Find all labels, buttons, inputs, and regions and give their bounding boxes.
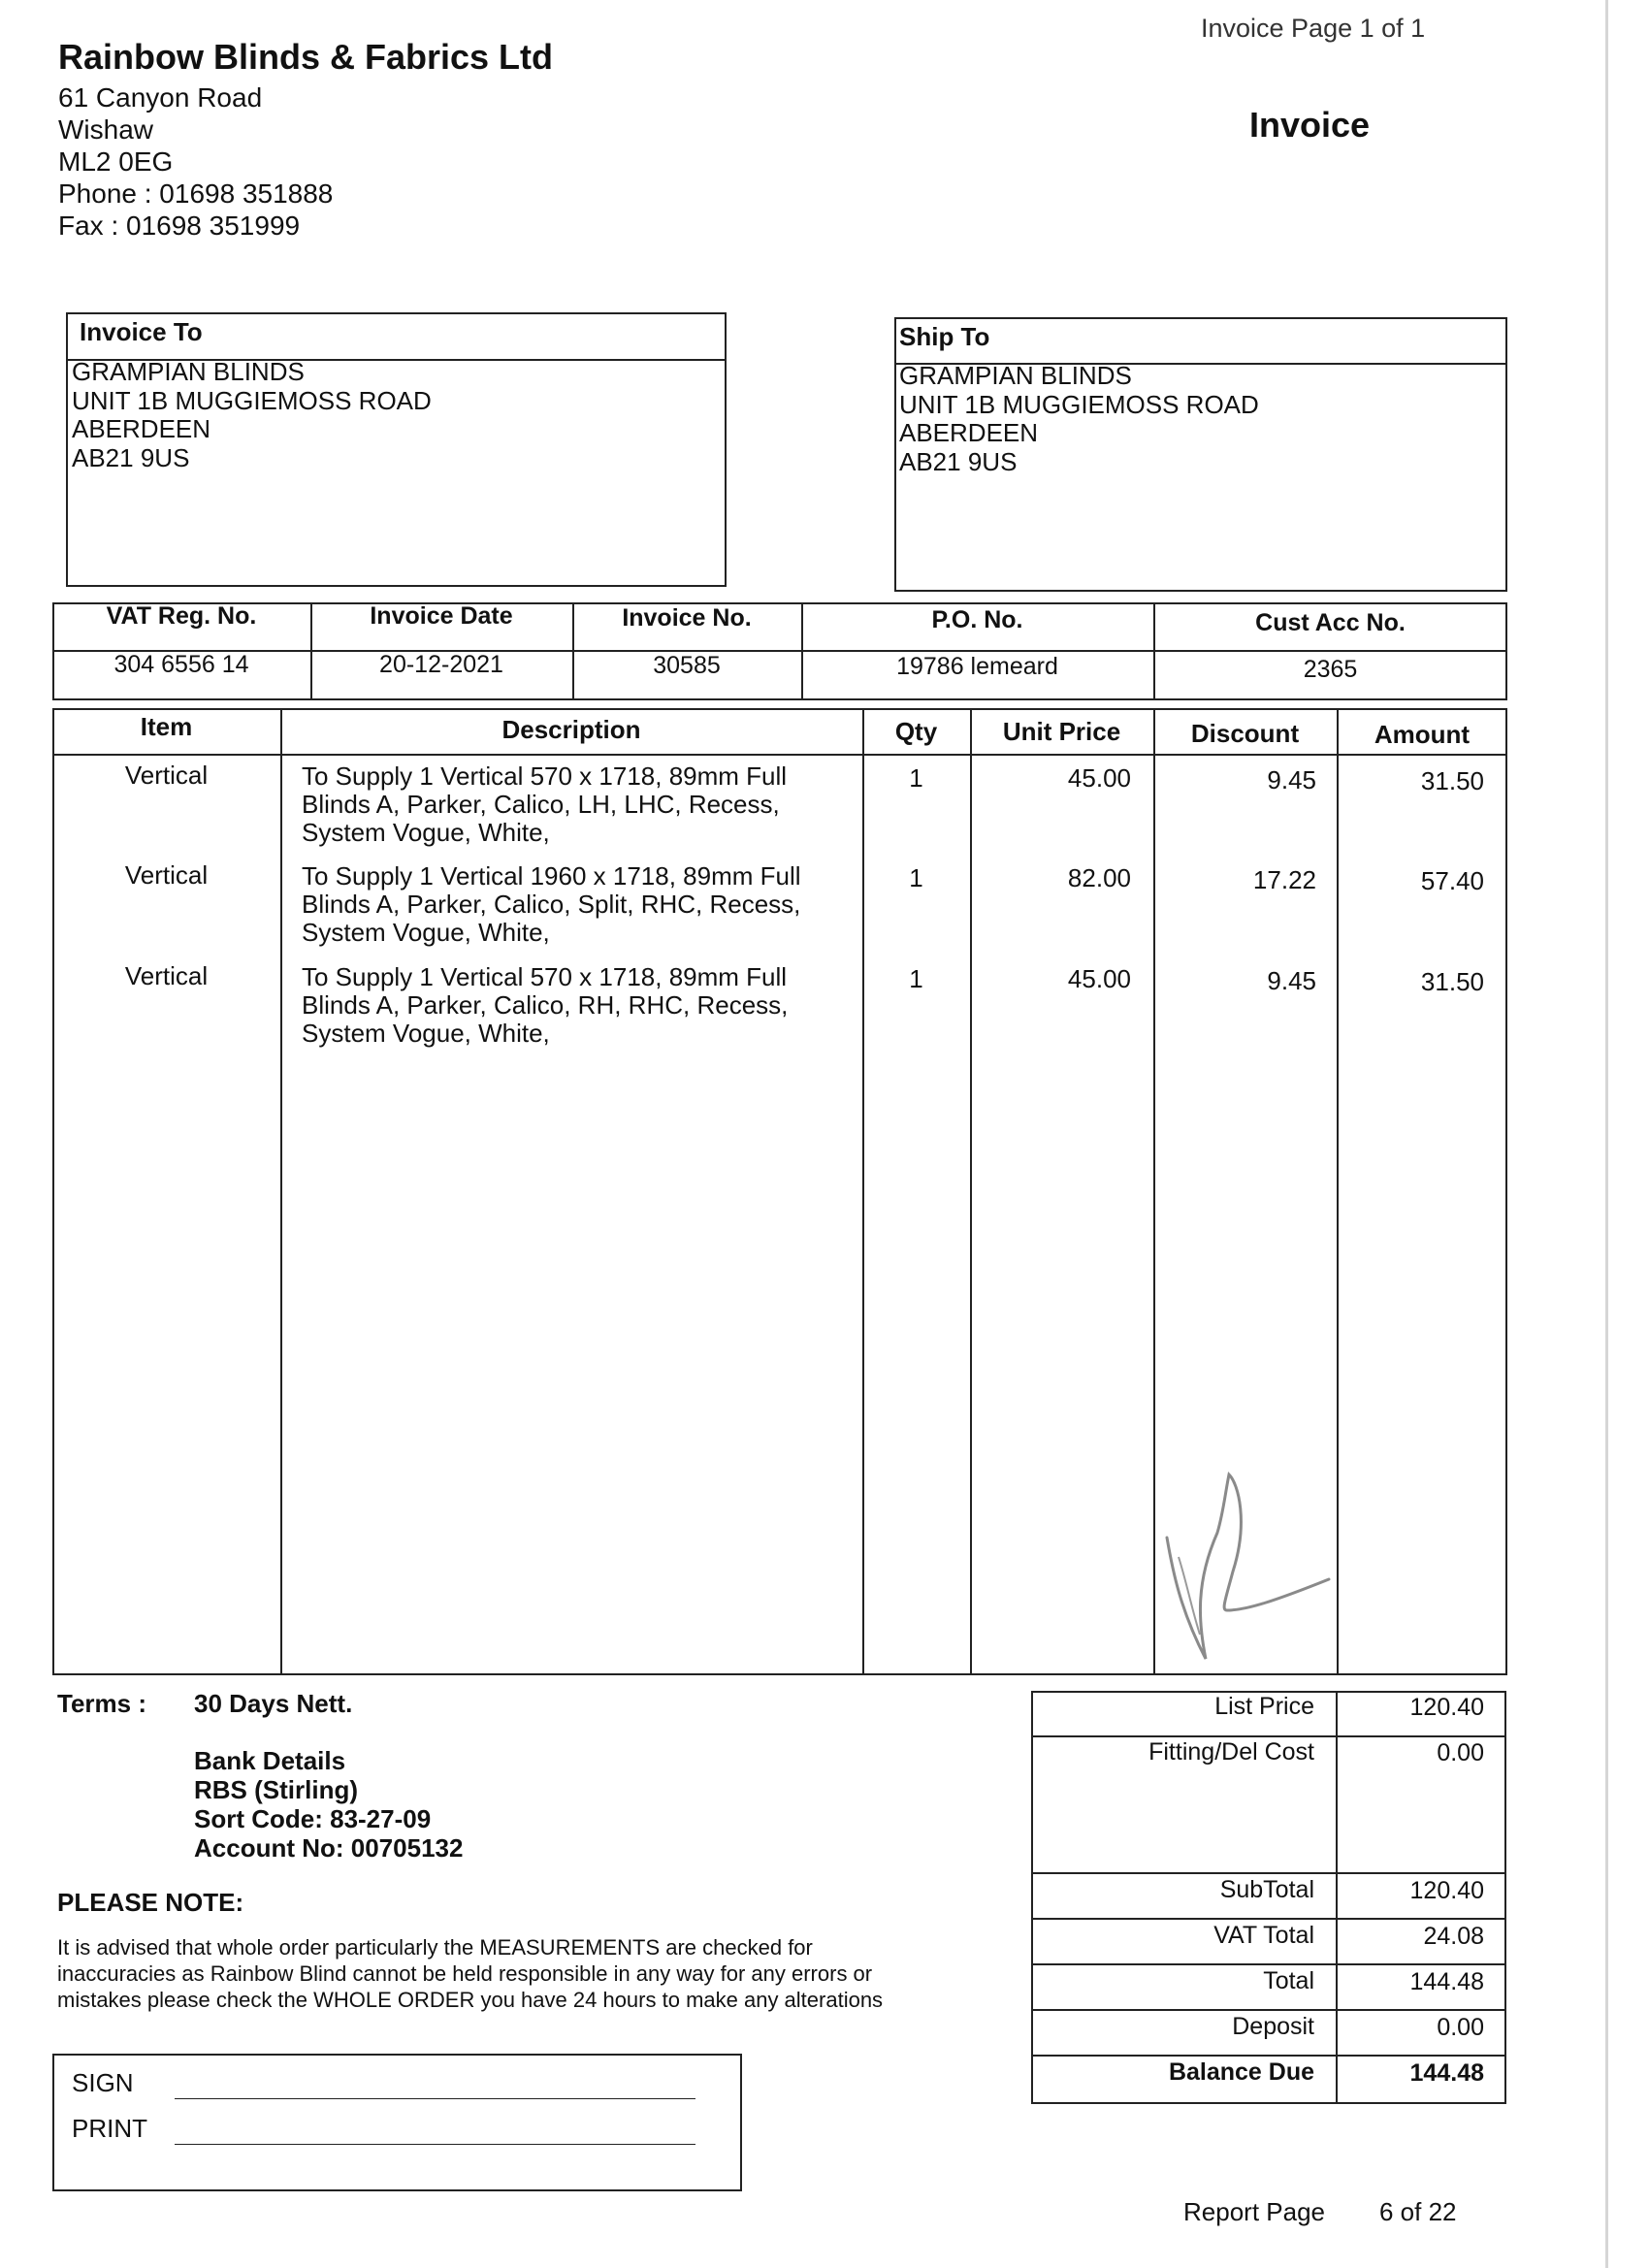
company-phone: Phone : 01698 351888 (58, 178, 334, 209)
subtotal-label: SubTotal (1219, 1876, 1314, 1903)
qty-column-header: Qty (894, 717, 938, 746)
company-address-line: 61 Canyon Road (58, 82, 263, 113)
address-line: GRAMPIAN BLINDS (899, 361, 1132, 390)
item-cell: Vertical (124, 761, 209, 790)
cust-acc-header: Cust Acc No. (1255, 609, 1406, 636)
vat-total-label: VAT Total (1213, 1922, 1314, 1949)
description-cell: To Supply 1 Vertical 1960 x 1718, 89mm Full Blinds A, Parker, Calico, Split, RHC, Recess, System Vogue, White, (302, 861, 801, 947)
sign-line[interactable] (175, 2098, 695, 2099)
scan-edge (1605, 0, 1608, 2268)
company-address-line: Wishaw (58, 114, 154, 145)
document-title: Invoice (1249, 105, 1371, 145)
handwritten-mark (1159, 1465, 1343, 1669)
company-name: Rainbow Blinds & Fabrics Ltd (58, 37, 554, 77)
qty-cell: 1 (909, 863, 923, 892)
print-line[interactable] (175, 2144, 695, 2145)
item-cell: Vertical (124, 961, 209, 990)
address-line: ABERDEEN (72, 414, 211, 443)
qty-cell: 1 (909, 763, 923, 793)
note-heading: PLEASE NOTE: (57, 1888, 244, 1917)
discount-cell: 9.45 (1267, 765, 1316, 794)
total-value: 144.48 (1409, 1968, 1484, 1995)
company-address-line: ML2 0EG (58, 146, 174, 177)
item-cell: Vertical (124, 860, 209, 890)
list-price-value: 120.40 (1409, 1694, 1484, 1721)
unit-price-cell: 45.00 (1067, 763, 1131, 793)
deposit-value: 0.00 (1437, 2014, 1484, 2041)
company-fax: Fax : 01698 351999 (58, 211, 301, 241)
report-page-number: 6 of 22 (1379, 2197, 1457, 2226)
total-label: Total (1263, 1967, 1314, 1994)
report-page-label: Report Page (1183, 2197, 1325, 2226)
invoice-date-header: Invoice Date (370, 602, 513, 630)
address-line: GRAMPIAN BLINDS (72, 357, 305, 386)
invoice-to-address (72, 358, 432, 472)
qty-cell: 1 (909, 964, 923, 993)
address-line: UNIT 1B MUGGIEMOSS ROAD (899, 389, 1259, 419)
sign-label: SIGN (72, 2068, 134, 2097)
terms-value: 30 Days Nett. (194, 1689, 353, 1718)
description-cell: To Supply 1 Vertical 570 x 1718, 89mm Full Blinds A, Parker, Calico, RH, RHC, Recess, System Vogue, White, (302, 962, 789, 1048)
invoice-no-header: Invoice No. (622, 604, 752, 632)
address-line: AB21 9US (72, 442, 190, 472)
discount-cell: 17.22 (1252, 865, 1316, 894)
bank-details: Bank Details RBS (Stirling) Sort Code: 83-27-09 Account No: 00705132 (194, 1746, 464, 1863)
terms-label: Terms : (57, 1689, 146, 1718)
fitting-label: Fitting/Del Cost (1148, 1738, 1314, 1766)
address-line: ABERDEEN (899, 418, 1039, 447)
vat-reg-header: VAT Reg. No. (106, 602, 257, 630)
amount-cell: 31.50 (1420, 766, 1484, 795)
deposit-label: Deposit (1232, 2013, 1314, 2040)
fitting-value: 0.00 (1437, 1739, 1484, 1766)
po-no-value: 19786 lemeard (896, 653, 1058, 680)
unit-price-cell: 82.00 (1067, 863, 1131, 892)
print-label: PRINT (72, 2114, 147, 2143)
invoice-to-heading: Invoice To (80, 317, 203, 346)
address-line: UNIT 1B MUGGIEMOSS ROAD (72, 385, 432, 415)
ship-to-heading: Ship To (899, 322, 990, 351)
amount-column-header: Amount (1374, 720, 1471, 749)
sign-box (52, 2054, 742, 2191)
list-price-label: List Price (1214, 1693, 1314, 1720)
description-column-header: Description (501, 715, 641, 744)
amount-cell: 57.40 (1420, 866, 1484, 895)
note-text: It is advised that whole order particularly the MEASUREMENTS are checked for inaccuracies as Rainbow Blind cannot be held responsible in any way for any errors or mistakes please check the WHOLE ORDER you have 24 hours to make any alterations (57, 1935, 884, 2012)
invoice-no-value: 30585 (653, 652, 721, 679)
description-cell: To Supply 1 Vertical 570 x 1718, 89mm Full Blinds A, Parker, Calico, LH, LHC, Recess, System Vogue, White, (302, 761, 788, 847)
balance-due-label: Balance Due (1168, 2058, 1314, 2086)
invoice-date-value: 20-12-2021 (379, 651, 503, 678)
po-no-header: P.O. No. (931, 606, 1023, 633)
discount-column-header: Discount (1190, 719, 1300, 748)
subtotal-value: 120.40 (1409, 1877, 1484, 1904)
discount-cell: 9.45 (1267, 966, 1316, 995)
item-column-header: Item (140, 712, 193, 741)
balance-due-value: 144.48 (1409, 2059, 1484, 2087)
vat-reg-value: 304 6556 14 (113, 651, 249, 678)
address-line: AB21 9US (899, 446, 1018, 476)
unit-price-cell: 45.00 (1067, 964, 1131, 993)
unit-price-column-header: Unit Price (1002, 717, 1121, 746)
cust-acc-value: 2365 (1303, 656, 1358, 683)
invoice-page-number: Invoice Page 1 of 1 (1201, 14, 1426, 43)
ship-to-address (899, 362, 1259, 476)
vat-total-value: 24.08 (1423, 1923, 1484, 1950)
amount-cell: 31.50 (1420, 967, 1484, 996)
